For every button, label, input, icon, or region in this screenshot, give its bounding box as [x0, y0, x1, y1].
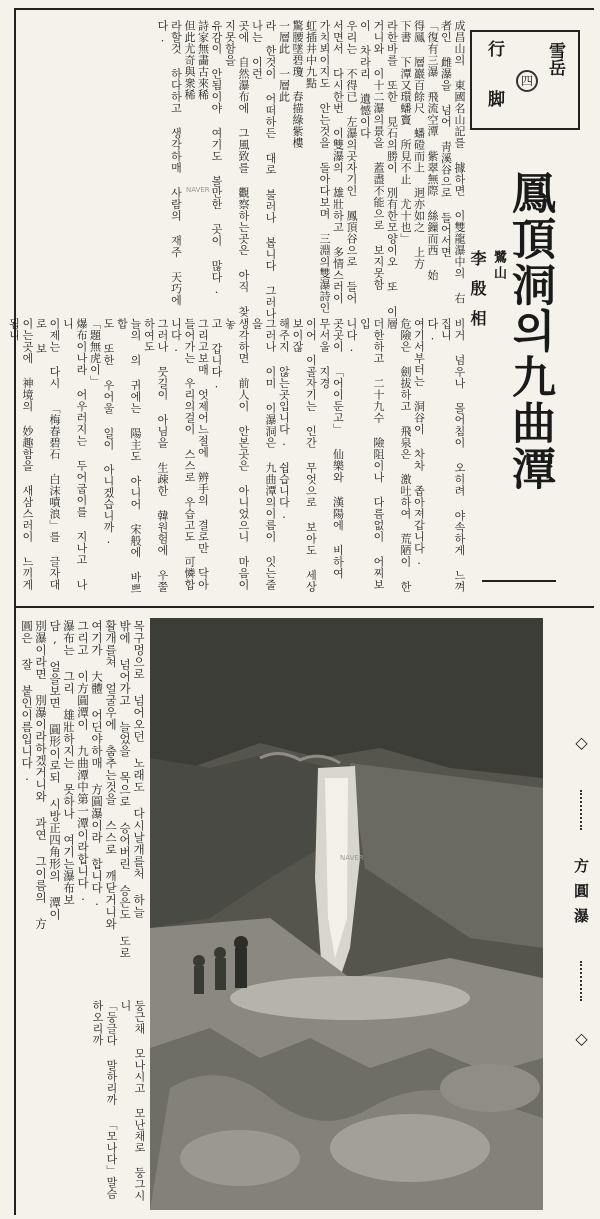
text-line: 라 한것이 어떠하든 대로 불러나 봅니다 그러나 나는 이런: [250, 20, 277, 320]
column-header-bottom-left: 脚: [484, 90, 504, 107]
text-line: 이는곳에 神境의 妙趣함을 새삼스러이 느끼게됩니: [7, 318, 34, 591]
watermark-text: NAVER: [186, 186, 210, 194]
text-line: 得鳳 層巖百餘尺 蟠磴而上 迥亦如之 上方: [412, 20, 426, 270]
author-name: 李殷相: [468, 250, 487, 340]
lower-text-block-continued: [18, 1000, 146, 1210]
text-line: 다.: [156, 20, 169, 45]
left-border-rule: [14, 8, 16, 1215]
text-line: 다.: [426, 318, 439, 343]
text-line: 詩家無畵古來稀: [196, 20, 210, 101]
column-header-top-right: 雪岳: [545, 42, 565, 76]
text-line: 목구멍으로 넘어오던 노래도 다시날개를처 하늘: [132, 620, 146, 918]
photo-caption: [552, 730, 592, 1060]
upper-text-block: [18, 20, 466, 320]
text-line: 이어 이골자기는 인간 무엇으로 보아도 세상 보이잖: [291, 318, 318, 593]
middle-text-block: [7, 318, 466, 600]
text-line: 니다.: [345, 318, 358, 355]
text-line: 곳에 自然瀑布에 그風致를 觀察하는곳은 아직 찾지못함을: [223, 20, 250, 318]
column-header-box: [470, 30, 580, 130]
text-line: 생각하면 前人이 안본곳은 아니었으니 마음이 놓: [223, 318, 250, 591]
text-line: 驚腰墜碧瓊 春描綠紫樓: [291, 20, 304, 149]
text-line: 瀑布는 그리 雄壯하지는 못하나 여기는瀑布보: [62, 620, 76, 906]
text-line: 「題無虎이」: [88, 318, 102, 387]
text-line: 者인 雌瀑을 넘어 靑溪谷으로 들어서면: [439, 20, 453, 258]
text-line: 但此尤奇與衆稀: [183, 20, 196, 101]
text-line: 곳곳이 「어이둔고」 仙樂와 漢陽에 비하여 무서울 지경: [318, 318, 345, 579]
text-line: 虹插井中九點: [304, 20, 318, 89]
top-border-rule: [14, 8, 594, 10]
text-line: 여기서부터는 洞谷이 차차 좁아져갑니다.: [412, 318, 426, 568]
text-line: 서면서 다시한번 이雙瀑의 雄壯하고 多情스러이: [331, 20, 345, 304]
article-title: 鳳頂洞의九曲潭: [504, 170, 555, 492]
caption-text: 方圓瀑: [572, 857, 590, 933]
text-line: 둥근채 모나시고 모난채로 둥그시니: [119, 1000, 146, 1202]
text-line: 비거 넘우나 몰어침이 오히려 야속하게 느껴집니: [439, 318, 466, 593]
watermark-text: NAVER: [340, 854, 364, 862]
text-line: 도 또한 우어울 일이 아니겠습니까.: [102, 318, 115, 547]
text-line: 爆布이나라 어우러지는 두어굽이를 지나고 나니: [61, 318, 88, 591]
text-line: 활개를쳐 얼굴우에 춤추는것을 스스로 깨닫거니와: [104, 620, 118, 930]
column-seal: 四: [516, 70, 538, 92]
section-divider-rule: [14, 606, 594, 608]
dotted-leader: [580, 790, 582, 830]
text-line: 유감이 안됨이야 여기도 볼만한 곳이 많다.: [210, 20, 223, 297]
article-byline: [468, 250, 508, 340]
text-line: 危險은 劍拔하고 飛泉은 激吐하여 荒陋이 한層: [385, 318, 412, 593]
dotted-leader: [580, 961, 582, 1001]
text-line: 그리고 이方圓潭이 九曲潭中第一潭이라합니다.: [76, 620, 90, 904]
text-line: 밖에 넘어가고 늘었을 목으로 승어버린 승은도 도로: [118, 620, 132, 959]
diamond-ornament-icon: ◇: [572, 1028, 591, 1058]
column-header-top-left: 行: [484, 40, 504, 57]
text-line: 고 갑니다.: [210, 318, 223, 391]
text-line: 下書 下潭又環蟠竇 所見不止 尤十也」: [399, 20, 412, 245]
text-line: 成昌山의 東國名山記를 據하면 이雙龍瀑中의 右: [453, 20, 466, 304]
text-line: 늘의 의 귀에는 陽主도 아니어 宋般에 바쁘합: [115, 318, 142, 595]
text-line: 圓은 잘 붙인이름입니다.: [20, 620, 34, 784]
text-line: 라할것 하다하고 생각하매 사람의 재주 天巧에: [169, 20, 183, 306]
text-line: 라한바를 또한 見石의勝이 別有한모양이오 또 이: [385, 20, 399, 318]
text-line: 우리는 不得已 左瀑의곳자기인 鳳頂谷으로 들어: [345, 20, 358, 304]
text-line: 別瀑이라면 別瀑이라하겠거니와 과연 그이름의 方: [34, 620, 48, 930]
diamond-ornament-icon: ◇: [572, 732, 591, 762]
text-line: 더한하고 二十九수 險阻이나 다름없이 어찌보입: [358, 318, 385, 591]
text-line: 가치뵈이지도 안는것을 돌아다보며 三淵의雙瀑詩인: [318, 20, 331, 314]
waterfall-illustration: [150, 618, 543, 1210]
text-line: 여기가 大體 어딘야하매 方圓瀑이라 합니다.: [90, 620, 104, 909]
title-underline: [482, 580, 556, 582]
text-line: 그리고보매 엇제어느절에 辨手의 결로만 닥아: [196, 318, 210, 591]
author-pen-name: 鷺山: [491, 250, 506, 282]
text-line: 거니와 이十二瀑의景을 蓋盡不能으로 보지못함: [372, 20, 385, 291]
text-line: 「復有三瀑 飛流空潭 紫翠無際 絲鏁而西 始: [426, 20, 439, 281]
waterfall-photo: [150, 618, 543, 1210]
text-line: 「둥글다 말하리까 「모나다」말슴 하오리까: [91, 1000, 118, 1200]
text-line: 그러나 뭇길이 아님을 生疎한 韓원험에 우쭐하여도: [142, 318, 169, 593]
text-line: 들어가는 우리의걸이 스스로 우습고도 可憐합니다.: [169, 318, 196, 591]
text-line: 이제는 다시 「梅春碧石 白沫噴浪」를 글자대로 보: [34, 318, 61, 591]
text-line: 一層此 一層此: [277, 20, 291, 103]
text-line: 그러나 이미 이瀑洞은 九曲潭의이름이 잇는줄을: [250, 318, 277, 591]
text-line: 해주지 않는곳입니다. 쉽습니다.: [277, 318, 291, 522]
text-line: 이 차라리 遺憾이다: [358, 20, 372, 139]
text-line: 담, 얼을보면 圓形이로되 시방正四角形의 潭이: [48, 620, 62, 921]
